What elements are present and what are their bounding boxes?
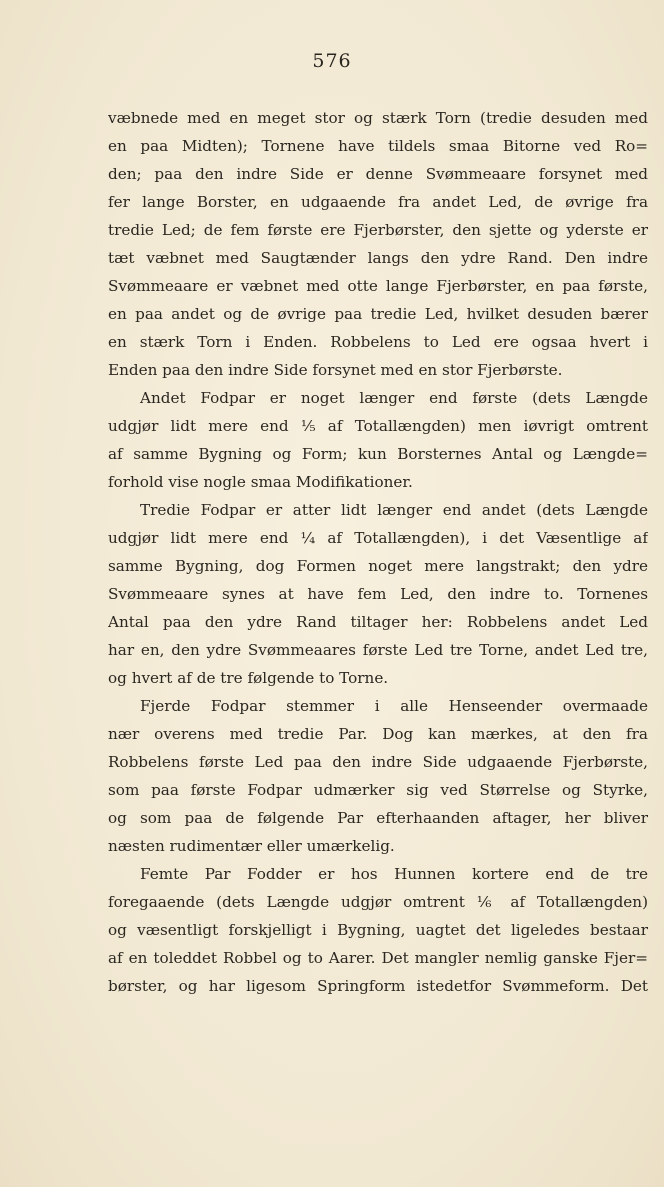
text-line: foregaaende (dets Længde udgjør omtrent ⅙ af Totallængden) (108, 893, 648, 911)
text-line: tredie Led; de fem første ere Fjerbørster, den sjette og yderste er (108, 221, 648, 239)
text-line: børster, og har ligesom Springform istedetfor Svømmeform. Det (108, 977, 648, 995)
text-line: væbnede med en meget stor og stærk Torn (tredie desuden med (108, 109, 648, 127)
text-line: forhold vise nogle smaa Modifikationer. (108, 473, 413, 491)
text-line: den; paa den indre Side er denne Svømmeaare forsynet med (108, 165, 648, 183)
text-line: og som paa de følgende Par efterhaanden aftager, her bliver (108, 809, 648, 827)
text-line: Antal paa den ydre Rand tiltager her: Robbelens andet Led (108, 613, 648, 631)
text-line: en stærk Torn i Enden. Robbelens to Led ere ogsaa hvert i (108, 333, 648, 351)
text-line: tæt væbnet med Saugtænder langs den ydre Rand. Den indre (108, 249, 648, 267)
text-line: har en, den ydre Svømmeaares første Led tre Torne, andet Led tre, (108, 641, 648, 659)
text-line: næsten rudimentær eller umærkelig. (108, 837, 395, 855)
text-line: Robbelens første Led paa den indre Side udgaaende Fjerbørste, (108, 753, 648, 771)
text-line: Svømmeaare er væbnet med otte lange Fjerbørster, en paa første, (108, 277, 648, 295)
text-line: Femte Par Fodder er hos Hunnen kortere end de tre (140, 865, 648, 883)
body-text (108, 104, 648, 1000)
text-line: nær overens med tredie Par. Dog kan mærkes, at den fra (108, 725, 648, 743)
text-line: udgjør lidt mere end ⅕ af Totallængden) men iøvrigt omtrent (108, 417, 648, 435)
text-line: af samme Bygning og Form; kun Borsternes Antal og Længde= (108, 445, 648, 463)
text-line: af en toleddet Robbel og to Aarer. Det mangler nemlig ganske Fjer= (108, 949, 648, 967)
text-line: Fjerde Fodpar stemmer i alle Henseender overmaade (140, 697, 648, 715)
text-line: fer lange Borster, en udgaaende fra andet Led, de øvrige fra (108, 193, 648, 211)
text-line: og hvert af de tre følgende to Torne. (108, 669, 389, 687)
text-line: Tredie Fodpar er atter lidt længer end andet (dets Længde (140, 501, 648, 519)
text-line: en paa Midten); Tornene have tildels smaa Bitorne ved Ro= (108, 137, 648, 155)
text-line: Andet Fodpar er noget længer end første (dets Længde (140, 389, 648, 407)
text-line: Enden paa den indre Side forsynet med en stor Fjerbørste. (108, 361, 563, 379)
page-number: 576 (312, 50, 352, 72)
text-line: udgjør lidt mere end ¼ af Totallængden), i det Væsentlige af (108, 529, 648, 547)
text-line: en paa andet og de øvrige paa tredie Led, hvilket desuden bærer (108, 305, 648, 323)
text-line: samme Bygning, dog Formen noget mere langstrakt; den ydre (108, 557, 648, 575)
text-line: Svømmeaare synes at have fem Led, den indre to. Tornenes (108, 585, 648, 603)
text-line: som paa første Fodpar udmærker sig ved Størrelse og Styrke, (108, 781, 648, 799)
text-line: og væsentligt forskjelligt i Bygning, uagtet det ligeledes bestaar (108, 921, 648, 939)
